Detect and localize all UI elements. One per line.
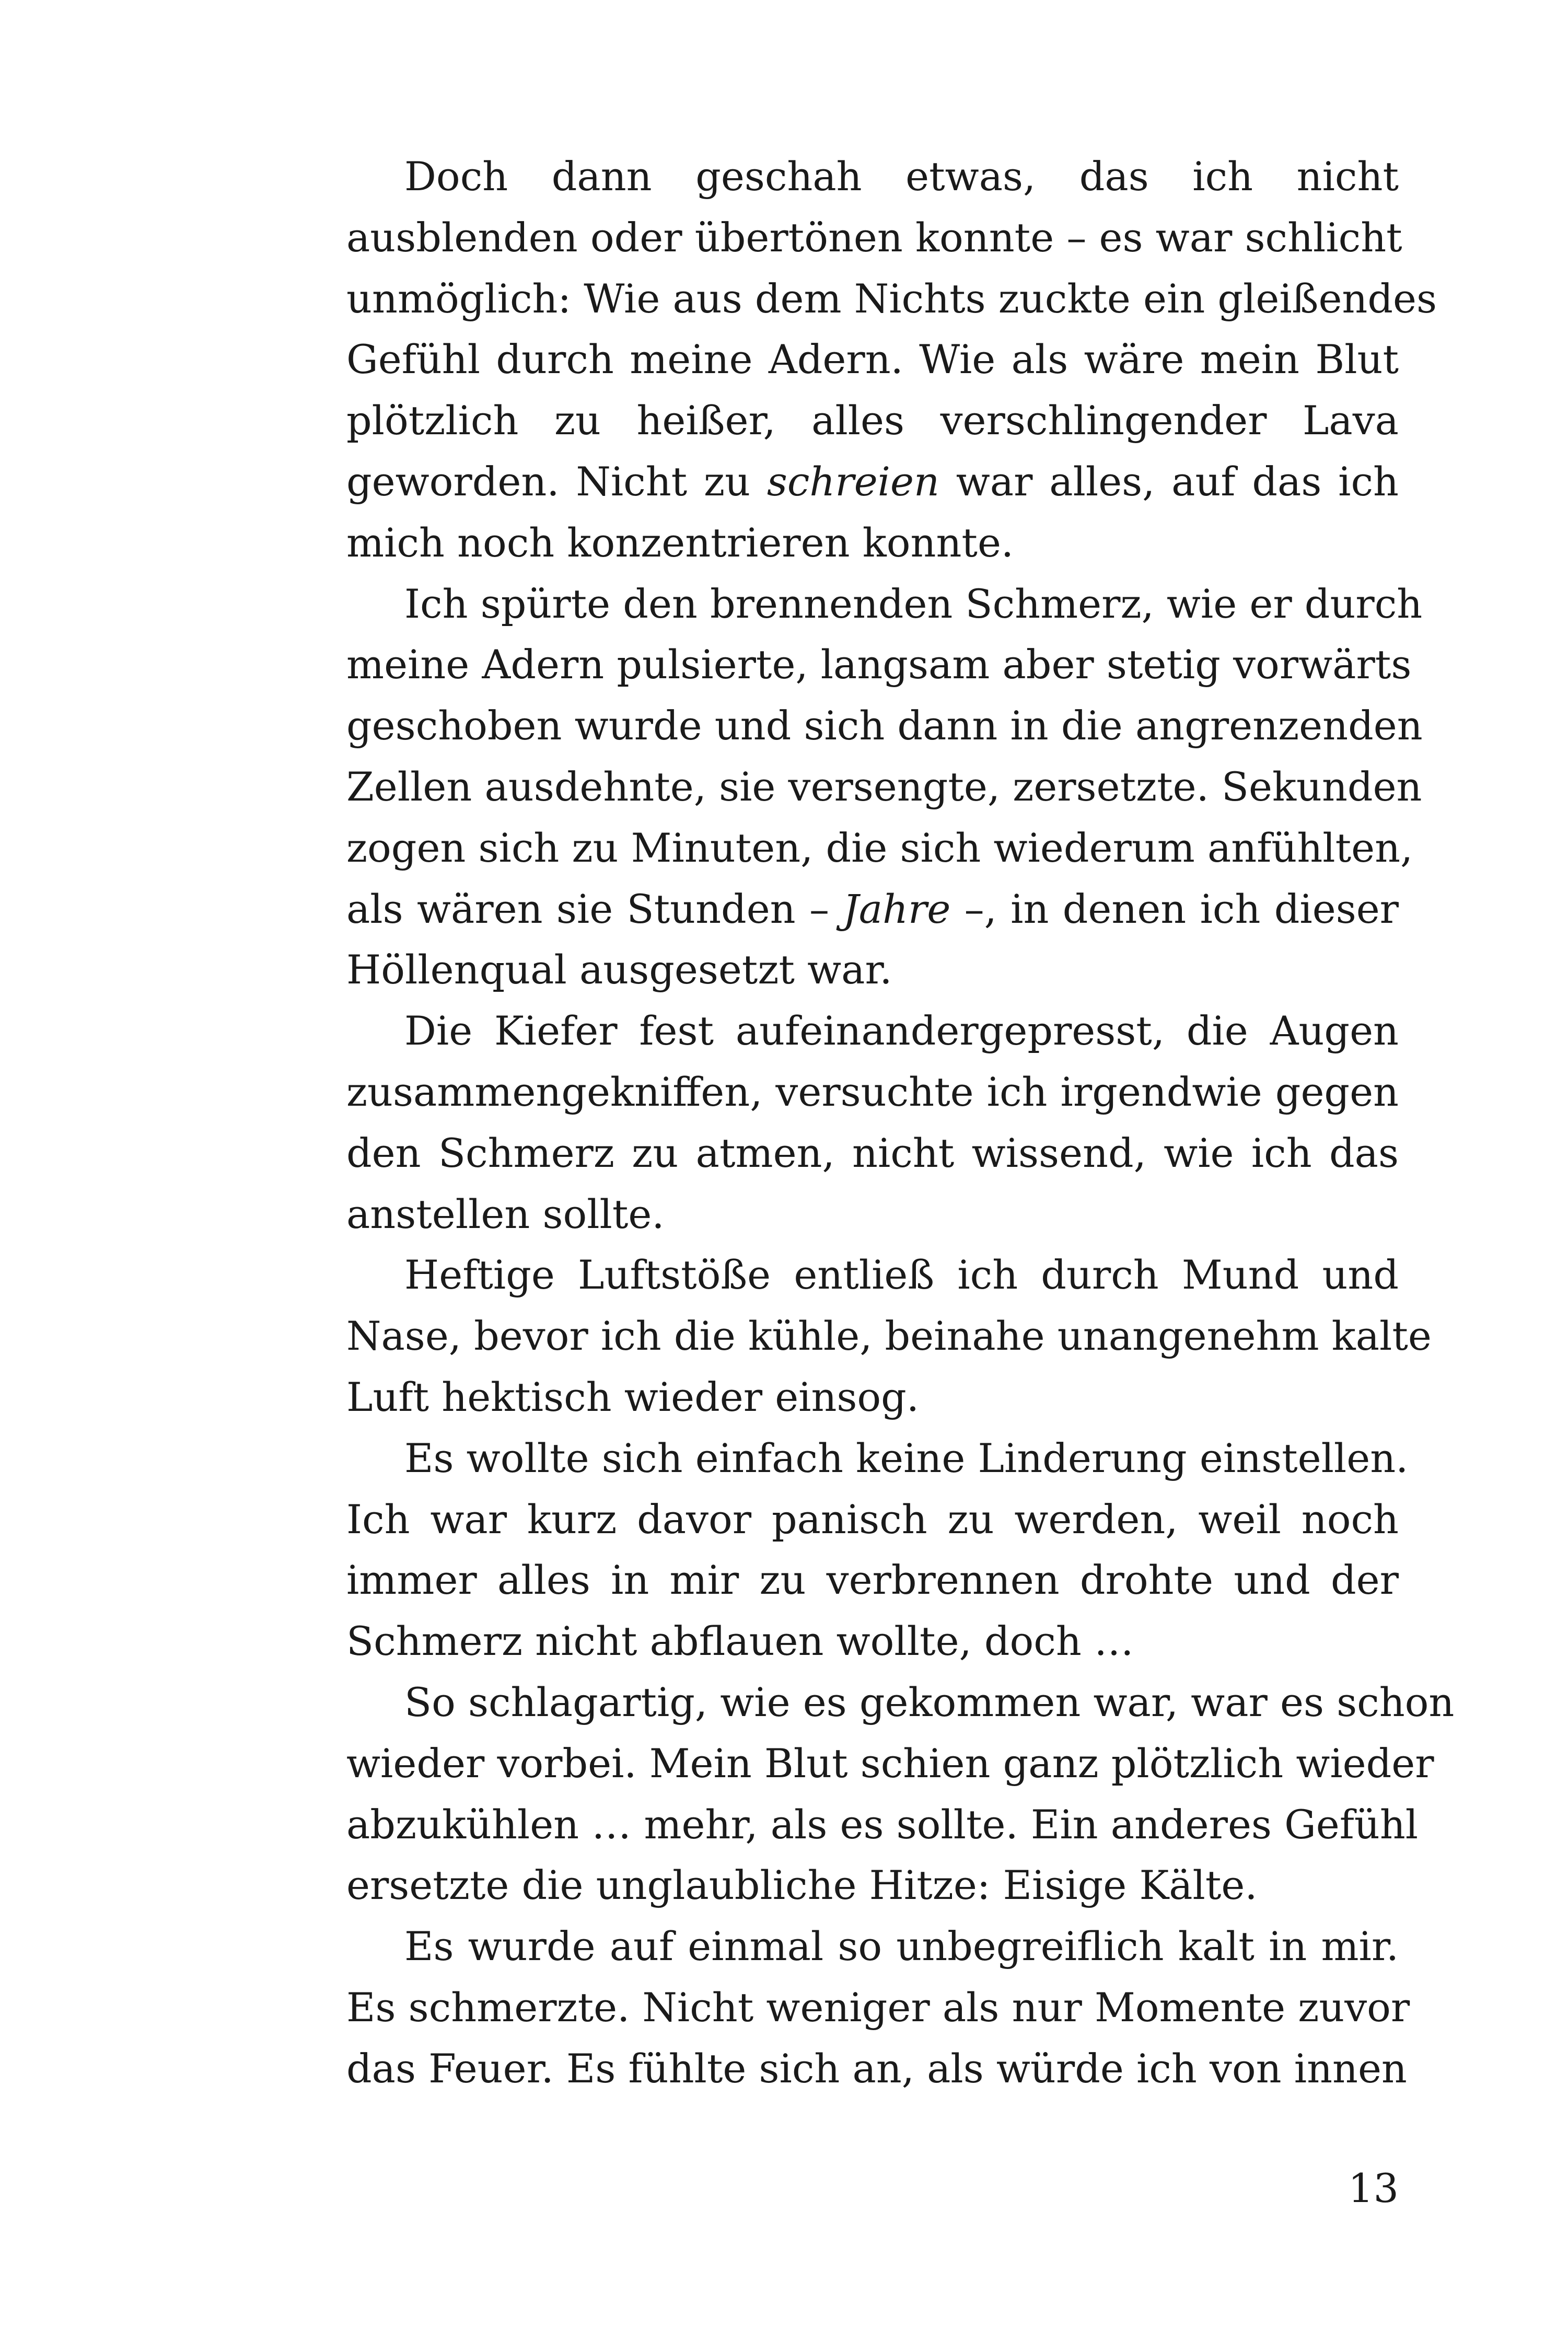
text-line: Schmerz nicht abflauen wollte, doch … [346,1618,1134,1665]
page-number: 13 [1348,2165,1399,2211]
text-line: meine Adern pulsierte, langsam aber stetig vorwärts [346,641,1412,688]
text-line: Höllenqual ausgesetzt war. [346,946,892,993]
paragraph [346,1672,1455,1916]
text-line [346,451,1399,513]
text-line: mich noch konzentrieren konnte. [346,519,1014,566]
text-line: unmöglich: Wie aus dem Nichts zuckte ein gleißendes [346,275,1437,322]
text-line: Gefühl durch meine Adern. Wie als wäre mein Blut [346,336,1399,383]
paragraph [346,574,1423,1001]
paragraph [346,1916,1410,2099]
text-line: Zellen ausdehnte, sie versengte, zersetzte. Sekunden [346,763,1422,810]
paragraph [346,146,1437,574]
text-line: anstellen sollte. [346,1190,665,1237]
text-span: als wären sie Stunden – [346,885,843,932]
text-span: war alles, auf das ich [939,458,1399,505]
italic-emphasis: schreien [766,458,939,505]
body-text [346,146,1455,2100]
text-line: immer alles in mir zu verbrennen drohte und der [346,1557,1399,1604]
text-line: das Feuer. Es fühlte sich an, als würde ich von innen [346,2045,1407,2092]
text-line: den Schmerz zu atmen, nicht wissend, wie ich das [346,1129,1399,1176]
text-line: ausblenden oder übertönen konnte – es war schlicht [346,214,1402,261]
paragraph [346,1001,1399,1245]
text-line: Es wollte sich einfach keine Linderung einstellen. [404,1434,1409,1481]
text-span: –, in denen ich dieser [950,885,1399,932]
text-line: Ich war kurz davor panisch zu werden, weil noch [346,1496,1399,1543]
italic-emphasis: Jahre [843,885,951,932]
text-line: abzukühlen … mehr, als es sollte. Ein anderes Gefühl [346,1801,1419,1848]
text-line: Luft hektisch wieder einsog. [346,1373,919,1420]
text-line: Es wurde auf einmal so unbegreiflich kalt in mir. [404,1923,1399,1970]
text-line: zusammengekniffen, versuchte ich irgendwie gegen [346,1068,1399,1115]
text-line: geschoben wurde und sich dann in die angrenzenden [346,702,1423,749]
paragraph [346,1428,1409,1672]
text-line: ersetzte die unglaubliche Hitze: Eisige Kälte. [346,1862,1258,1909]
text-line: zogen sich zu Minuten, die sich wiederum anfühlten, [346,824,1413,871]
text-line: Ich spürte den brennenden Schmerz, wie er durch [404,580,1423,627]
text-line: Es schmerzte. Nicht weniger als nur Momente zuvor [346,1984,1410,2031]
text-span: geworden. Nicht zu [346,458,767,505]
text-line: Nase, bevor ich die kühle, beinahe unangenehm kalte [346,1313,1432,1360]
text-line: Die Kiefer fest aufeinandergepresst, die Augen [404,1007,1399,1055]
text-line: Doch dann geschah etwas, das ich nicht [404,153,1399,200]
text-line [346,879,1399,940]
text-line: Heftige Luftstöße entließ ich durch Mund und [404,1252,1399,1299]
text-line: So schlagartig, wie es gekommen war, war es schon [404,1678,1455,1725]
text-line: plötzlich zu heißer, alles verschlingender Lava [346,397,1399,444]
text-line: wieder vorbei. Mein Blut schien ganz plötzlich wieder [346,1740,1434,1787]
paragraph [346,1245,1432,1428]
